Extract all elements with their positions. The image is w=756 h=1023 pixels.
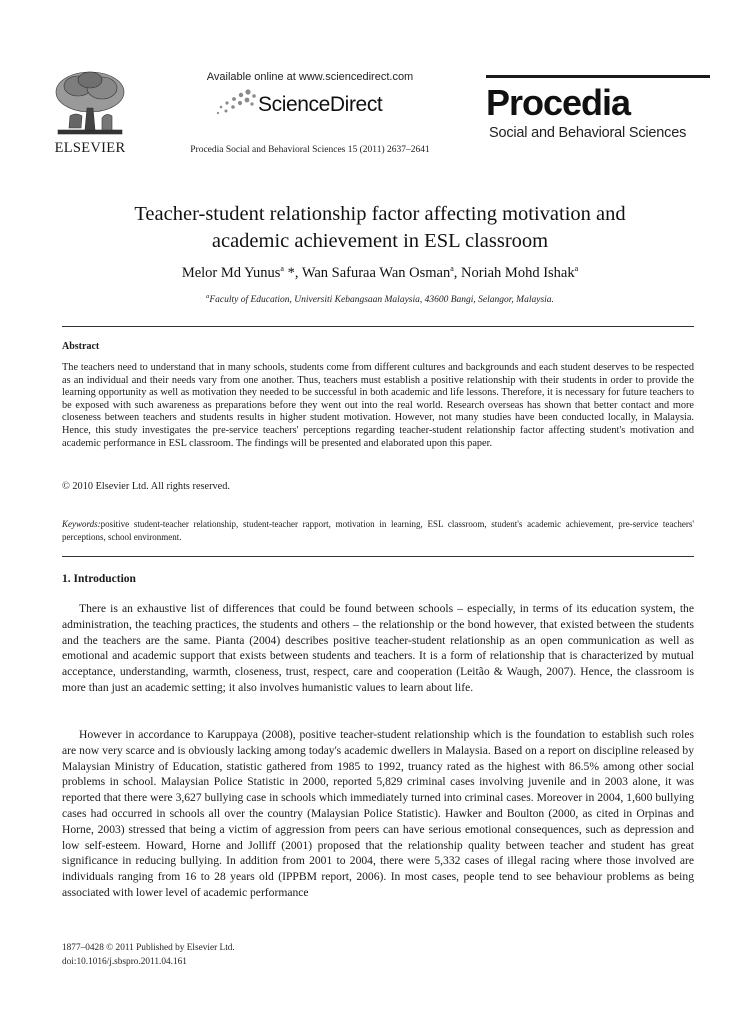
footer-issn: 1877–0428 © 2011 Published by Elsevier Ltd. bbox=[62, 943, 235, 953]
procedia-subtitle: Social and Behavioral Sciences bbox=[489, 125, 687, 141]
author-affiliation-mark: a bbox=[280, 264, 284, 273]
affiliation bbox=[60, 293, 700, 305]
sciencedirect-logo[interactable] bbox=[214, 88, 414, 122]
author-affiliation-mark: a bbox=[450, 264, 454, 273]
procedia-rule bbox=[486, 75, 710, 78]
body-paragraph: There is an exhaustive list of differences that could be found between schools – especially, in terms of its education system, the administration, the teaching practices, the students and others – the relationship or the bond however, that existed between the students and the teachers are the same. Pianta (2004) describes positive teacher-student relationship as an open communication as well as emotional and academic support that exists between students and teachers. It is a form of relationship that is characterized by mutual acceptance, understanding, warmth, closeness, trust, respect, care and cooperation (Leitão & Waugh, 2007). Hence, the classroom is more than just an academic setting; it also involves humanistic values to learn about life. bbox=[62, 602, 694, 694]
article-title bbox=[60, 201, 700, 255]
keywords-label: Keywords: bbox=[62, 519, 101, 529]
procedia-logo bbox=[486, 75, 712, 155]
sciencedirect-logo-text: ScienceDirect bbox=[258, 93, 383, 116]
procedia-name: Procedia bbox=[486, 82, 631, 123]
elsevier-tree-icon bbox=[50, 68, 130, 138]
title-line-2: academic achievement in ESL classroom bbox=[211, 230, 549, 252]
available-online-text[interactable]: Available online at www.sciencedirect.com bbox=[206, 71, 414, 83]
author-list: Melor Md Yunus$^a$ *, Wan Safuraa Wan Osman$^a$, Noriah Mohd Ishak$^a$ bbox=[181, 264, 579, 281]
body-paragraph: However in accordance to Karuppaya (2008), positive teacher-student relationship which is the foundation to establish such roles are now very scarce and is obviously lacking among today's academic dwellers in Malaysia. Based on a report on discipline released by Malaysian Ministry of Education, statistic gathered from 1985 to 1992, truancy rated as the highest with 86.5% among other social problems in school. Malaysian Police Statistic in 2000, reported 5,829 criminal cases involving juvenile and in 2003 alone, it was reported that there were 3,627 bullying case in schools which immediately turned into criminal cases. Moreover in 2004, 1,600 bullying cases had occurred in schools all over the country (Malaysian Police Statistic). Hawker and Boulton (2000, as cited in Orpinas and Horne, 2003) stressed that being a victim of aggression from peers can have serious emotional consequences, such as depression and low self-esteem. Howard, Horne and Jolliff (2001) proposed that the relationship quality between teacher and student has great significance in reducing bullying. In addition from 2001 to 2004, there were 5,332 cases of illegal racing where those involved are individuals ranging from 16 to 28 years old (IPPBM report, 2006). In most cases, people tend to see behaviour problems as being associated with lower level of academic performance bbox=[62, 728, 694, 899]
abstract-body: The teachers need to understand that in many schools, students come from different cultures and backgrounds and each student deserves to be respected as an individual and their needs vary from one another. Thus, teachers must establish a positive relationship with their students in order to provide the learning opportunity as well as motivation they needed to be successful in both academic and life lessons. Therefore, it is necessary for future teachers to be exposed with such awareness as preparations before they went out into the real world. Research overseas has shown that better contact and more closeness between teachers and students results in higher student motivation. However, not many studies have been conducted locally, in Malaysia. Hence, this study investigates the pre-service teachers' perceptions regarding teacher-student relationship factor affecting student's motivation and academic performance in ESL classroom. The findings will be presented and elaborated upon this paper. bbox=[62, 362, 694, 449]
abstract-copyright: © 2010 Elsevier Ltd. All rights reserved. bbox=[62, 481, 230, 492]
author-name: Melor Md Yunus bbox=[181, 264, 281, 281]
author-affiliation-mark: a bbox=[574, 264, 579, 273]
footer bbox=[62, 942, 235, 969]
affiliation-mark: a bbox=[206, 293, 210, 300]
elsevier-logo bbox=[44, 68, 136, 158]
keywords bbox=[62, 518, 694, 543]
journal-reference: Procedia Social and Behavioral Sciences 15 (2011) 2637–2641 bbox=[190, 145, 430, 155]
sciencedirect-dots-icon bbox=[214, 88, 258, 118]
publisher-logo-text: ELSEVIER bbox=[54, 140, 126, 156]
section-heading: 1. Introduction bbox=[62, 573, 136, 585]
footer-doi[interactable]: doi:10.1016/j.sbspro.2011.04.161 bbox=[62, 956, 187, 967]
affiliation-text: Faculty of Education, Universiti Kebangsaan Malaysia, 43600 Bangi, Selangor, Malaysia. bbox=[209, 295, 554, 306]
title-line-1: Teacher-student relationship factor affecting motivation and bbox=[134, 203, 626, 225]
author-name: Noriah Mohd Ishak bbox=[461, 264, 575, 281]
author-name: Wan Safuraa Wan Osman bbox=[301, 264, 451, 281]
abstract-heading: Abstract bbox=[62, 341, 100, 352]
divider bbox=[62, 326, 694, 327]
corresponding-author-mark[interactable]: * bbox=[283, 264, 295, 281]
divider bbox=[62, 556, 694, 557]
keywords-text: positive student-teacher relationship, student-teacher rapport, motivation in learning, ESL classroom, student's academic achievement, pre-service teachers' perceptions, school environment. bbox=[62, 519, 694, 542]
